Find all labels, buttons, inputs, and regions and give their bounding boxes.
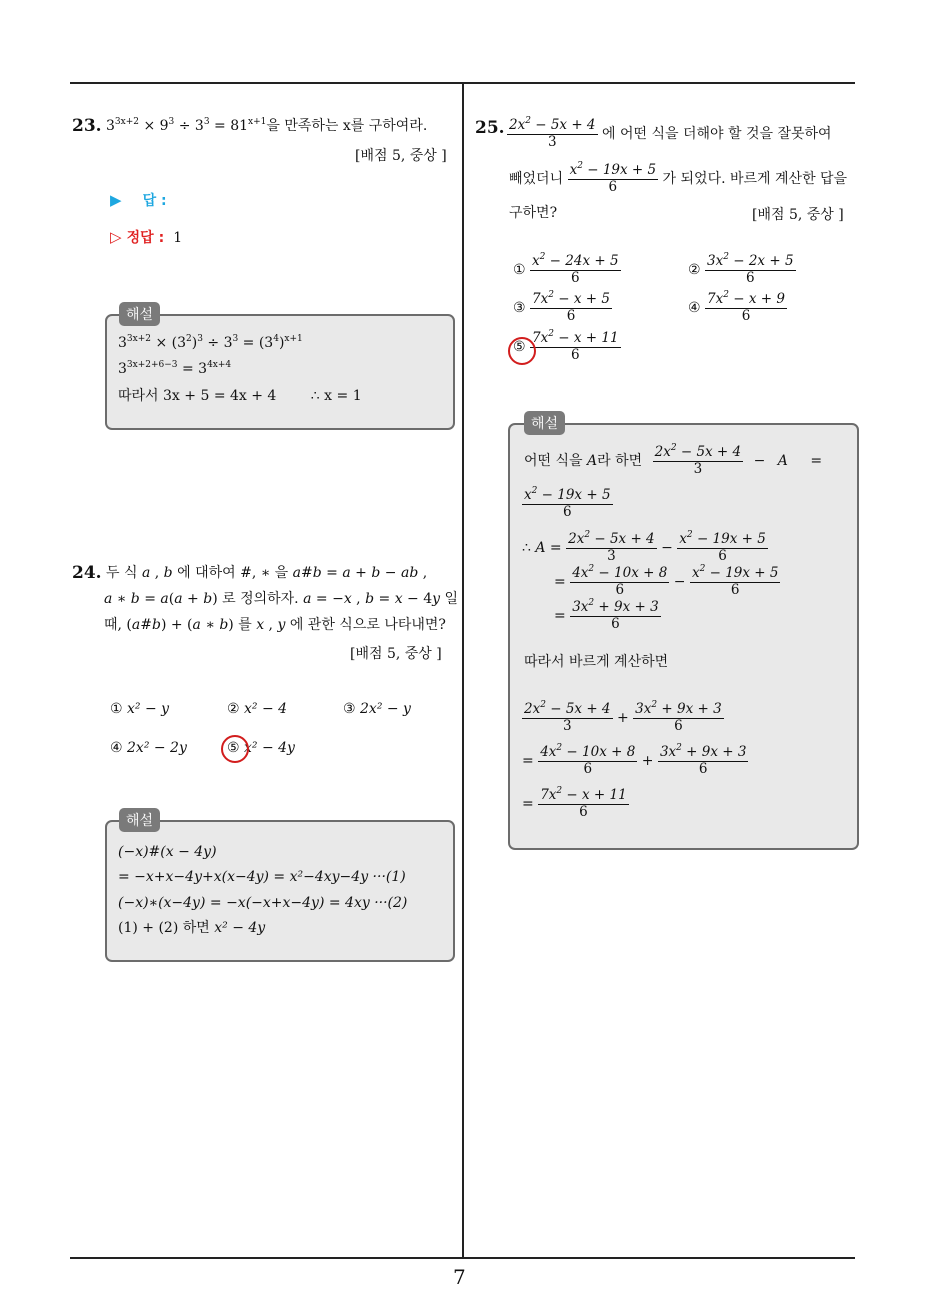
- q23-solution-line3: 따라서 3x + 5 = 4x + 4 ∴ x = 1: [118, 388, 362, 404]
- q24-choice-3[interactable]: ③ 2x² − y: [343, 701, 411, 717]
- q25-score: [배점 5, 중상 ]: [752, 207, 844, 223]
- outline-play-icon: ▷: [110, 228, 122, 246]
- q23-correct-label: 정답 :: [126, 230, 165, 246]
- play-marker-icon: ▶: [110, 191, 122, 209]
- q25-choice-4[interactable]: ④ $\frac{7x^2 - x + 9}{6}$: [688, 290, 785, 324]
- q25-selected-circle-icon: [508, 337, 536, 365]
- q25-solution-mid: 따라서 바르게 계산하면: [524, 654, 669, 670]
- bottom-rule: [70, 1257, 855, 1259]
- page-number: 7: [453, 1265, 466, 1289]
- q25-choice-2[interactable]: ② $\frac{3x^2 - 2x + 5}{6}$: [688, 252, 794, 286]
- q24-choice-5[interactable]: ⑤ x² − 4y: [227, 740, 295, 756]
- q23-number: 23.: [72, 116, 102, 136]
- q24-choice-4[interactable]: ④ 2x² − 2y: [110, 740, 187, 756]
- q24-solution-tag: 해설: [119, 808, 160, 832]
- q24-line2: a ∗ b = a(a + b) 로 정의하자. a = −x , b = x − 4y 일: [104, 591, 459, 607]
- q24-choice-1[interactable]: ① x² − y: [110, 701, 170, 717]
- q25-fraction-wrong: $\frac{x^2 - 19x + 5}{6}$: [569, 161, 657, 195]
- q24-number: 24.: [72, 563, 102, 583]
- q25-fraction-original: $\frac{2x^2 - 5x + 4}{3}$: [509, 116, 596, 150]
- q24-solution-box: [105, 820, 455, 962]
- q25-solution-frac-line: $\frac{x^2 - 19x + 5}{6}$: [524, 486, 611, 520]
- q23-answer-row: [110, 190, 167, 210]
- q25-solution-tag: 해설: [524, 411, 565, 435]
- column-divider: [462, 82, 464, 1258]
- q24-score: [배점 5, 중상 ]: [350, 646, 442, 662]
- q25-solution-intro: 어떤 식을 A라 하면 $\frac{2x^2 - 5x + 4}{3}$ − A =: [524, 443, 823, 477]
- q25-solution-sum3: = $\frac{7x^2 - x + 11}{6}$: [522, 786, 627, 820]
- q25-number: 25.: [475, 118, 505, 138]
- q24-line1: 두 식 a , b 에 대하여 #, ∗ 을 a#b = a + b − ab ,: [106, 565, 428, 581]
- q24-selected-circle-icon: [221, 735, 249, 763]
- q23-stem: [106, 117, 427, 137]
- q24-solution-line3: (−x)∗(x−4y) = −x(−x+x−4y) = 4xy ···(2): [118, 895, 408, 911]
- q23-solution-tag: 해설: [119, 302, 160, 326]
- q25-solution-sum1: $\frac{2x^2 - 5x + 4}{3}$ + $\frac{3x^2 + 9x + 3}{6}$: [524, 700, 722, 734]
- q25-line1: $\frac{2x^2 - 5x + 4}{3}$ 에 어떤 식을 더해야 할 것을 잘못하여: [509, 116, 832, 150]
- q23-correct-row: [110, 227, 182, 247]
- q25-solution-step1: ∴ A = $\frac{2x^2 - 5x + 4}{3}$ − $\frac{x^2 - 19x + 5}{6}$: [522, 530, 766, 564]
- q24-solution-line4: (1) + (2) 하면 x² − 4y: [118, 920, 266, 936]
- q24-line3: 때, (a#b) + (a ∗ b) 를 x , y 에 관한 식으로 나타내면?: [104, 617, 446, 633]
- q25-solution-step2: = $\frac{4x^2 - 10x + 8}{6}$ − $\frac{x^2 - 19x + 5}{6}$: [554, 564, 779, 598]
- q24-solution-line2: = −x+x−4y+x(x−4y) = x²−4xy−4y ···(1): [118, 869, 406, 885]
- q25-choice-3[interactable]: ③ $\frac{7x^2 - x + 5}{6}$: [513, 290, 610, 324]
- q23-equation: $3^{3x+2} \times 9^3 \div 3^3 = 81^{x+1}$: [106, 117, 267, 134]
- q23-solution-line1: $3^{3x+2} \times (3^2)^3 \div 3^3 = (3^4)^{x+1}$: [118, 334, 303, 351]
- q25-solution-step3: = $\frac{3x^2 + 9x + 3}{6}$: [554, 598, 659, 632]
- q23-solution-line2: $3^{3x+2+6-3} = 3^{4x+4}$: [118, 360, 232, 377]
- q24-solution-line1: (−x)#(x − 4y): [118, 844, 217, 860]
- q25-line2: 빼었더니 $\frac{x^2 - 19x + 5}{6}$ 가 되었다. 바르게 계산한 답을: [509, 161, 848, 195]
- q25-solution-sum2: = $\frac{4x^2 - 10x + 8}{6}$ + $\frac{3x^2 + 9x + 3}{6}$: [522, 743, 747, 777]
- q25-choice-1[interactable]: ① $\frac{x^2 - 24x + 5}{6}$: [513, 252, 619, 286]
- q23-correct-value: 1: [173, 230, 183, 246]
- q23-score: [배점 5, 중상 ]: [355, 148, 447, 164]
- q23-stem-tail: 을 만족하는 x를 구하여라.: [266, 118, 428, 134]
- q23-answer-label: 답 :: [142, 193, 167, 209]
- q25-line3: 구하면?: [509, 205, 558, 221]
- q24-choice-2[interactable]: ② x² − 4: [227, 701, 288, 717]
- q25-choice-5[interactable]: ⑤ $\frac{7x^2 - x + 11}{6}$: [513, 329, 619, 363]
